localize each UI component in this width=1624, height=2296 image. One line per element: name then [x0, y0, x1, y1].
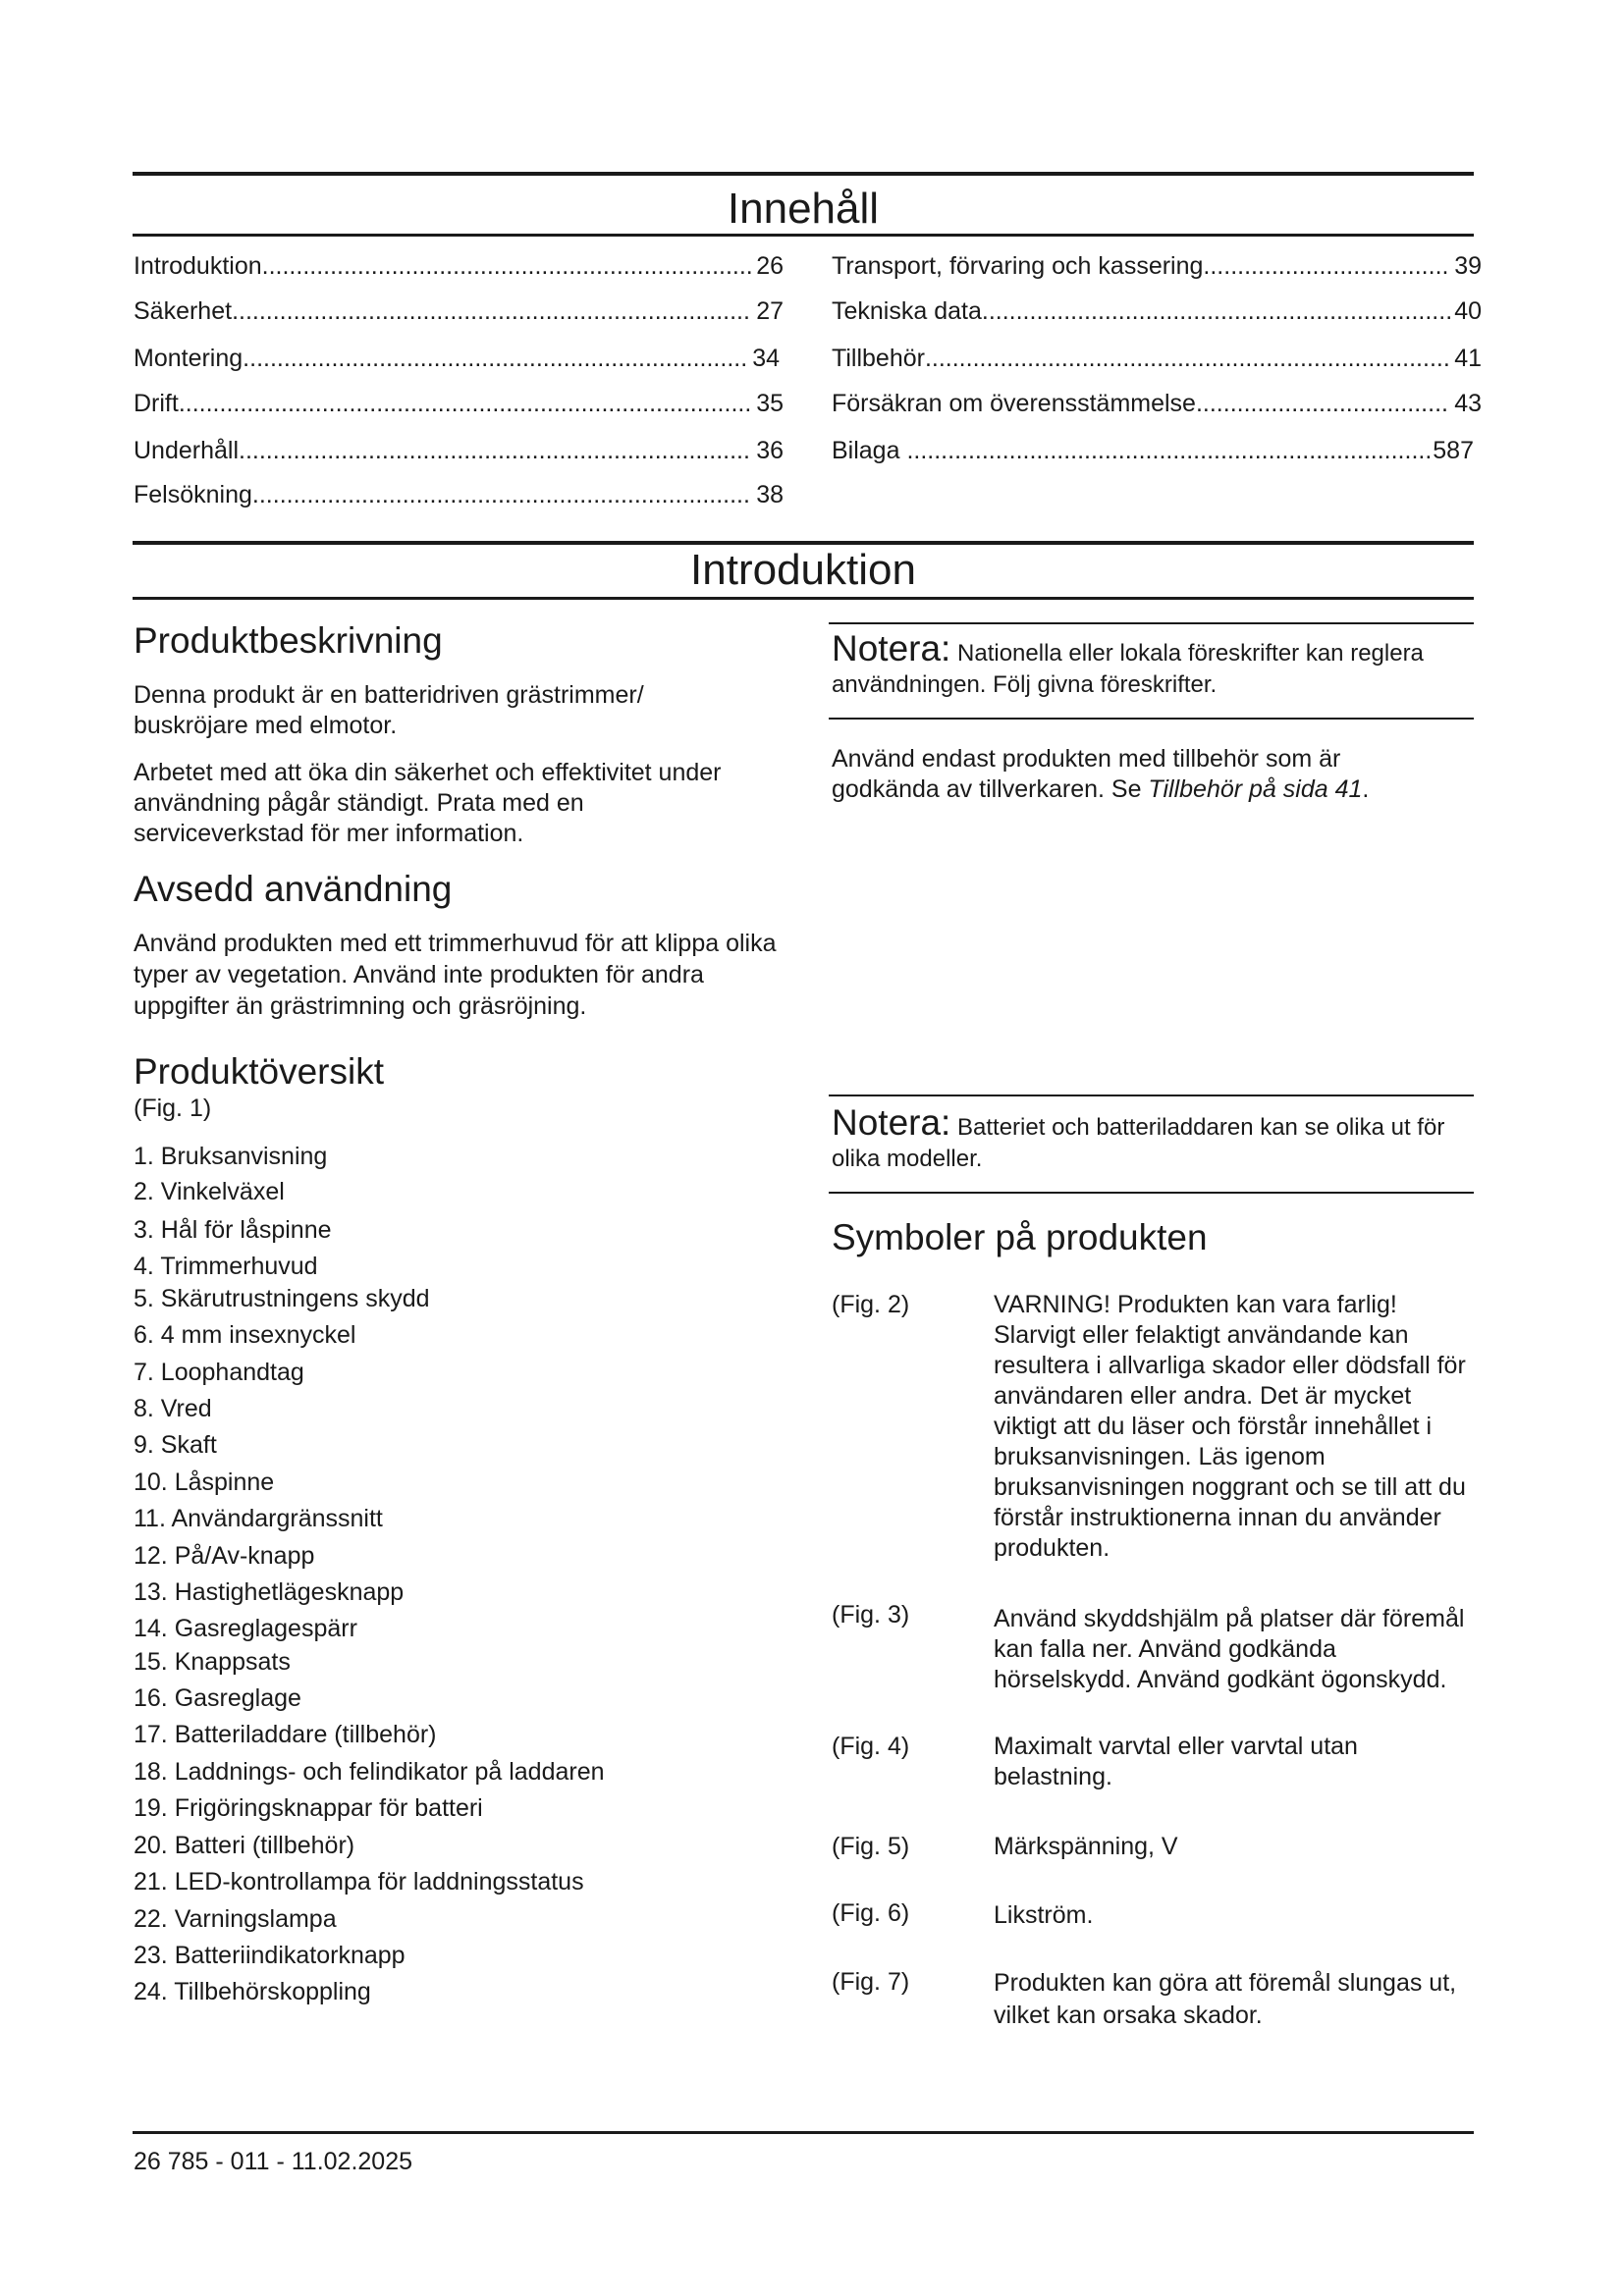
symbol-description: Märkspänning, V: [994, 1833, 1178, 1860]
toc-entry-felsokning[interactable]: [134, 478, 784, 511]
toc-entry-tekniska-data[interactable]: [832, 294, 1482, 328]
overview-item: 12. På/Av-knapp: [134, 1542, 315, 1570]
overview-item: 6. 4 mm insexnyckel: [134, 1321, 356, 1349]
overview-item: 13. Hastighetlägesknapp: [134, 1578, 405, 1606]
product-description-p1: Denna produkt är en batteridriven grästrimmer/ buskröjare med elmotor.: [134, 681, 644, 739]
toc-entry-underhall[interactable]: [134, 434, 784, 467]
overview-item: 11. Användargränssnitt: [134, 1505, 383, 1532]
symbol-description: Produkten kan göra att föremål slungas ut, vilket kan orsaka skador.: [994, 1969, 1457, 2029]
toc-entry-forsakran[interactable]: [832, 387, 1482, 420]
overview-item: 16. Gasreglage: [134, 1684, 301, 1712]
symbol-description: VARNING! Produkten kan vara farlig! Slarvigt eller felaktigt användande kan resultera i allvarliga skador eller dödsfall för användaren eller andra. Det är mycket viktigt att du läser och förstår innehållet i bruksanvisningen. Läs igenom bruksanvisningen noggrant och se till att du förstår instruktionerna innan du använder produkten.: [994, 1291, 1466, 1562]
intro-bottom-rule: [133, 597, 1474, 600]
toc-entry-page: 41: [1454, 345, 1482, 372]
footer-text: 26 785 - 011 - 11.02.2025: [134, 2148, 413, 2175]
toc-title: Innehåll: [727, 185, 880, 233]
footer-rule: [133, 2131, 1474, 2134]
note2-bottom-rule: [829, 1192, 1474, 1194]
symbol-fig-ref: (Fig. 5): [832, 1833, 910, 1860]
overview-item: 19. Frigöringsknappar för batteri: [134, 1794, 483, 1822]
note2-text: Batteriet och batteriladdaren kan se olika ut för olika modeller.: [832, 1114, 1445, 1172]
toc-entry-drift[interactable]: [134, 387, 784, 420]
overview-heading: Produktöversikt: [134, 1051, 384, 1092]
toc-entry-page: 27: [756, 297, 784, 325]
overview-item: 22. Varningslampa: [134, 1905, 337, 1933]
overview-item: 20. Batteri (tillbehör): [134, 1832, 355, 1859]
toc-entry-label: Tekniska data: [832, 297, 982, 325]
toc-entry-page: 26: [756, 252, 784, 280]
product-description-heading: Produktbeskrivning: [134, 620, 443, 661]
overview-item: 4. Trimmerhuvud: [134, 1253, 318, 1280]
overview-item: 14. Gasreglagespärr: [134, 1615, 357, 1642]
toc-entry-page: 38: [756, 481, 784, 508]
toc-entry-label: Felsökning: [134, 481, 252, 508]
toc-entry-introduktion[interactable]: [134, 249, 784, 283]
symbol-fig-ref: (Fig. 7): [832, 1968, 910, 1996]
overview-item: 8. Vred: [134, 1395, 212, 1422]
note1-text: Nationella eller lokala föreskrifter kan reglera användningen. Följ givna föreskrifter.: [832, 640, 1424, 698]
accessory-paragraph: [832, 744, 1440, 805]
toc-entry-page: 35: [756, 390, 784, 417]
toc-entry-label: Bilaga: [832, 437, 907, 464]
toc-entry-page: 34: [752, 345, 780, 372]
product-description-p2: Arbetet med att öka din säkerhet och effektivitet under användning pågår ständigt. Prata med en serviceverkstad för mer information.: [134, 759, 722, 847]
overview-item: 10. Låspinne: [134, 1468, 275, 1496]
toc-entry-label: Försäkran om överensstämmelse: [832, 390, 1196, 417]
intended-use-heading: Avsedd användning: [134, 869, 453, 909]
toc-entry-bilaga[interactable]: [832, 434, 1474, 467]
symbol-fig-ref: (Fig. 2): [832, 1291, 910, 1318]
toc-top-rule: [133, 172, 1474, 176]
toc-entry-label: Introduktion: [134, 252, 262, 280]
note1-label: Notera:: [832, 628, 951, 668]
overview-item: 15. Knappsats: [134, 1648, 291, 1676]
overview-item: 17. Batteriladdare (tillbehör): [134, 1721, 437, 1748]
toc-entry-label: Tillbehör: [832, 345, 925, 372]
accessory-link[interactable]: Tillbehör på sida 41: [1148, 775, 1363, 803]
intended-use-p1: Använd produkten med ett trimmerhuvud för att klippa olika typer av vegetation. Använd inte produkten för andra uppgifter än grästrimning och gräsröjning.: [134, 930, 777, 1020]
toc-bottom-rule: [133, 234, 1474, 237]
symbol-description: Likström.: [994, 1901, 1094, 1929]
note1-top-rule: [829, 622, 1474, 624]
overview-item: 1. Bruksanvisning: [134, 1143, 328, 1170]
overview-item: 23. Batteriindikatorknapp: [134, 1942, 406, 1969]
toc-entry-page: 587: [1433, 437, 1474, 464]
symbol-fig-ref: (Fig. 4): [832, 1733, 910, 1760]
toc-entry-label: Underhåll: [134, 437, 240, 464]
toc-entry-label: Säkerhet: [134, 297, 233, 325]
accessory-end: .: [1362, 775, 1370, 803]
overview-item: 21. LED-kontrollampa för laddningsstatus: [134, 1868, 584, 1896]
intro-title: Introduktion: [690, 546, 916, 594]
overview-item: 24. Tillbehörskoppling: [134, 1978, 371, 2005]
symbol-description: Använd skyddshjälm på platser där föremål kan falla ner. Använd godkända hörselskydd. Använd godkänt ögonskydd.: [994, 1605, 1465, 1693]
symbol-description: Maximalt varvtal eller varvtal utan belastning.: [994, 1733, 1358, 1790]
overview-item: 7. Loophandtag: [134, 1359, 304, 1386]
note1-bottom-rule: [829, 718, 1474, 720]
toc-entry-label: Drift: [134, 390, 179, 417]
toc-entry-tillbehor[interactable]: [832, 342, 1482, 375]
accessory-text: Använd endast produkten med tillbehör som är godkända av tillverkaren. Se: [832, 745, 1341, 803]
symbol-fig-ref: (Fig. 6): [832, 1899, 910, 1927]
toc-entry-label: Montering: [134, 345, 244, 372]
toc-entry-page: 43: [1454, 390, 1482, 417]
overview-item: 5. Skärutrustningens skydd: [134, 1285, 430, 1312]
toc-entry-label: Transport, förvaring och kassering: [832, 252, 1204, 280]
toc-entry-page: 39: [1454, 252, 1482, 280]
overview-item: 18. Laddnings- och felindikator på laddaren: [134, 1758, 605, 1786]
toc-entry-page: 36: [756, 437, 784, 464]
symbols-heading: Symboler på produkten: [832, 1217, 1208, 1257]
overview-item: 9. Skaft: [134, 1431, 217, 1459]
symbol-fig-ref: (Fig. 3): [832, 1601, 910, 1629]
note1-box: [832, 629, 1474, 701]
note2-top-rule: [829, 1095, 1474, 1096]
overview-item: 3. Hål för låspinne: [134, 1216, 332, 1244]
toc-entry-page: 40: [1454, 297, 1482, 325]
toc-entry-sakerhet[interactable]: [134, 294, 784, 328]
overview-fig-ref: (Fig. 1): [134, 1095, 212, 1122]
toc-entry-montering[interactable]: [134, 342, 780, 375]
toc-entry-transport[interactable]: [832, 249, 1482, 283]
note2-box: [832, 1103, 1474, 1175]
note2-label: Notera:: [832, 1102, 951, 1143]
overview-item: 2. Vinkelväxel: [134, 1178, 285, 1205]
